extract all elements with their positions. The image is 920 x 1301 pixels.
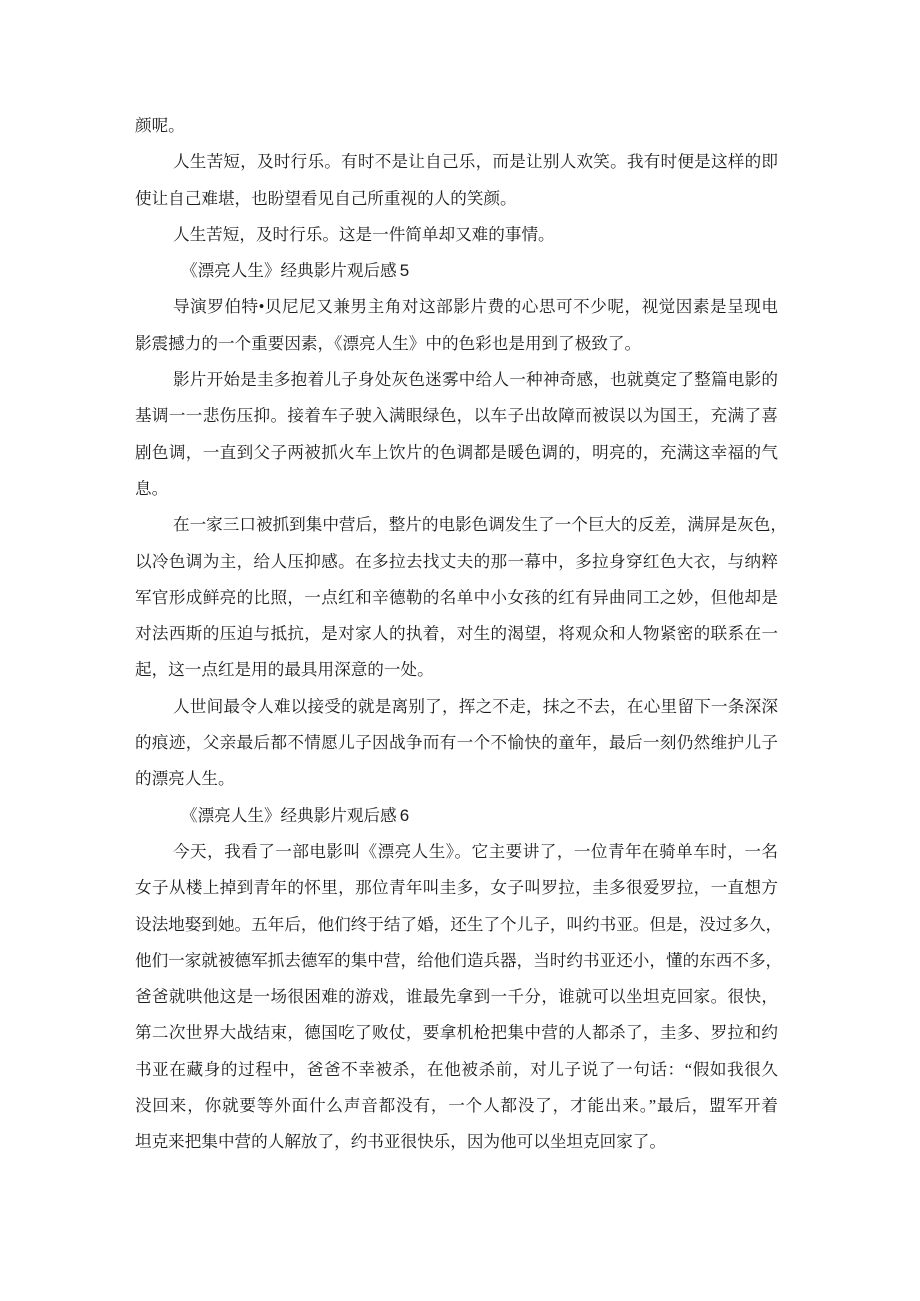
paragraph-line: 人生苦短，及时行乐。有时不是让自己乐，而是让别人欢笑。我有时便是这样的即: [173, 152, 778, 172]
paragraph-line: 设法地娶到她。五年后，他们终于结了婚，还生了个儿子，叫约书亚。但是，没过多久，: [135, 914, 783, 934]
document-body: [135, 108, 787, 1161]
paragraph: [135, 689, 778, 798]
paragraph-line: 影片开始是圭多抱着儿子身处灰色迷雾中给人一种神奇感，也就奠定了整篇电影的: [173, 370, 778, 390]
paragraph-line: 的漂亮人生。: [135, 769, 235, 789]
section-heading: [135, 798, 778, 834]
paragraph-line: 第二次世界大战结束，德国吃了败仗，要拿机枪把集中营的人都杀了，圭多、罗拉和约: [135, 1023, 778, 1043]
paragraph: [135, 362, 778, 507]
paragraph: [135, 144, 778, 217]
paragraph-line: 使让自己难堪，也盼望看见自己所重视的人的笑颜。: [135, 188, 517, 208]
paragraph-line: 他们一家就被德军抓去德军的集中营，给他们造兵器，当时约书亚还小，懂的东西不多，: [135, 950, 783, 970]
section-heading-number: 5: [399, 261, 410, 281]
section-heading-number: 6: [399, 805, 410, 825]
paragraph-line: 在一家三口被抓到集中营后，整片的电影色调发生了一个巨大的反差，满屏是灰色，: [173, 515, 787, 535]
section-heading: [135, 253, 778, 289]
paragraph-line: 颜呢。: [135, 116, 185, 135]
paragraph-line: 人生苦短，及时行乐。这是一件简单却又难的事情。: [173, 224, 555, 244]
paragraph-line: 的痕迹，父亲最后都不情愿儿子因战争而有一个不愉快的童年，最后一刻仍然维护儿子: [135, 733, 778, 753]
section-heading-title: 《漂亮人生》经典影片观后感: [181, 261, 397, 281]
paragraph-line: 导演罗伯特•贝尼尼又兼男主角对这部影片费的心思可不少呢，视觉因素是呈现电: [173, 297, 778, 317]
paragraph-line: 爸爸就哄他这是一场很困难的游戏，谁最先拿到一千分，谁就可以坐坦克回家。很快，: [135, 987, 778, 1007]
section-heading-title: 《漂亮人生》经典影片观后感: [181, 805, 397, 825]
paragraph-line: 息。: [135, 478, 169, 498]
paragraph-line: 今天，我看了一部电影叫《漂亮人生》。它主要讲了，一位青年在骑单车时，一名: [173, 841, 778, 861]
paragraph-line: 书亚在藏身的过程中，爸爸不幸被杀，在他被杀前，对儿子说了一句话：“假如我很久: [135, 1059, 778, 1079]
paragraph-line: 军官形成鲜亮的比照，一点红和辛德勒的名单中小女孩的红有异曲同工之妙，但他却是: [135, 587, 778, 607]
paragraph: [135, 507, 787, 688]
paragraph-line: 对法西斯的压迫与抵抗，是对家人的执着，对生的渴望，将观众和人物紧密的联系在一: [135, 624, 778, 644]
paragraph-line: 剧色调，一直到父子两被抓火车上饮片的色调都是暖色调的，明亮的，充满这幸福的气: [135, 442, 778, 462]
paragraph-line: 没回来，你就要等外面什么声音都没有，一个人都没了，才能出来。”最后，盟军开着: [135, 1096, 778, 1116]
paragraph: [135, 289, 778, 362]
paragraph-line: 起，这一点红是用的最具用深意的一处。: [135, 660, 434, 680]
paragraph-line: 影震撼力的一个重要因素，《漂亮人生》中的色彩也是用到了极致了。: [135, 333, 642, 353]
paragraph: [135, 834, 783, 1161]
paragraph-line: 坦克来把集中营的人解放了，约书亚很快乐，因为他可以坐坦克回家了。: [135, 1132, 666, 1152]
paragraph: [135, 217, 778, 253]
paragraph-line: 人世间最令人难以接受的就是离别了，挥之不走，抹之不去，在心里留下一条深深: [173, 696, 778, 716]
paragraph-line: 基调一一悲伤压抑。接着车子驶入满眼绿色，以车子出故障而被误以为国王，充满了喜: [135, 406, 778, 426]
paragraph: [135, 108, 778, 144]
paragraph-line: 以冷色调为主，给人压抑感。在多拉去找丈夫的那一幕中，多拉身穿红色大衣，与纳粹: [135, 551, 778, 571]
paragraph-line: 女子从楼上掉到青年的怀里，那位青年叫圭多，女子叫罗拉，圭多很爱罗拉，一直想方: [135, 878, 778, 898]
